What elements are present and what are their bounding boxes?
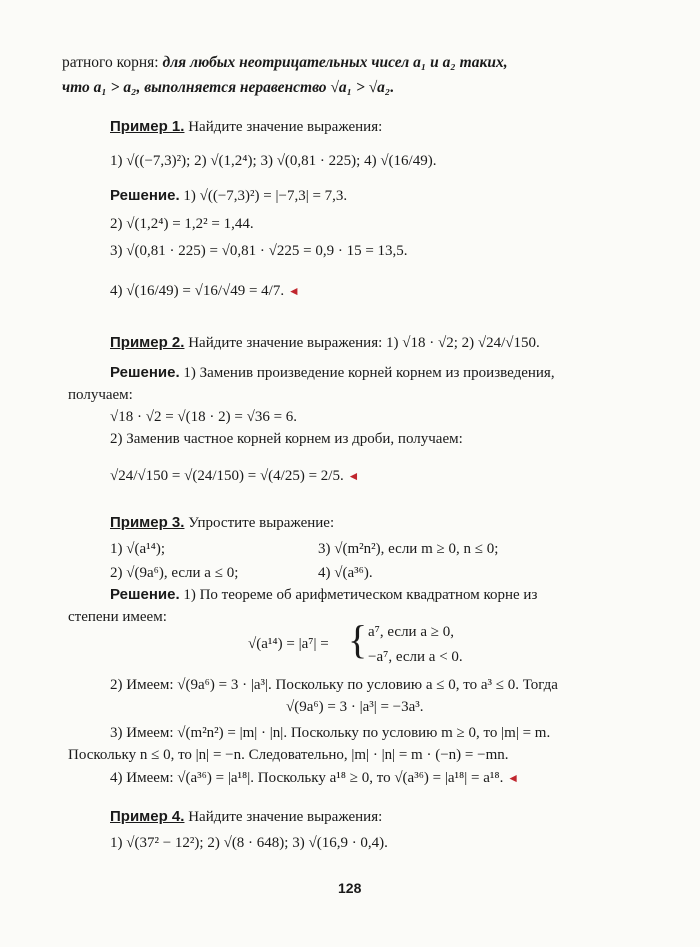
example4-items: 1) √(37² − 12²); 2) √(8 · 648); 3) √(16,9 · 0,4). <box>110 835 388 851</box>
end-marker-icon: ◄ <box>287 284 300 298</box>
example3-sol2b: √(9a⁶) = 3 · |a³| = −3a³. <box>286 699 424 715</box>
example1-sol1: 1) √((−7,3)²) = |−7,3| = 7,3. <box>183 188 348 204</box>
example2-sol1b: получаем: <box>68 387 133 403</box>
intro-line-1 <box>62 53 508 72</box>
example3-item1: 1) √(a¹⁴); <box>110 541 166 557</box>
end-marker-icon: ◄ <box>347 469 360 483</box>
example3-case1: a⁷, если a ≥ 0, <box>368 624 454 640</box>
example1-solution-1 <box>110 187 347 206</box>
example3-sol1b: степени имеем: <box>68 609 167 625</box>
left-brace-icon: { <box>348 617 368 662</box>
example3-item3: 3) √(m²n²), если m ≥ 0, n ≤ 0; <box>318 541 499 557</box>
example2-title <box>110 334 540 353</box>
example3-case2: −a⁷, если a < 0. <box>368 649 463 665</box>
example3-sol1c-left: √(a¹⁴) = |a⁷| = <box>248 636 329 652</box>
example1-sol4: 4) √(16/49) = √16/√49 = 4/7. <box>110 283 285 299</box>
example3-solution-heading: Решение. <box>110 586 180 603</box>
example1-heading: Пример 1. <box>110 118 185 135</box>
example2-solution-heading: Решение. <box>110 364 180 381</box>
example3-sol4: 4) Имеем: √(a³⁶) = |a¹⁸|. Поскольку a¹⁸ ≥ 0, то √(a³⁶) = |a¹⁸| = a¹⁸. <box>110 770 504 786</box>
example2-prompt: Найдите значение выражения: 1) √18 · √2; 2) √24/√150. <box>188 335 540 351</box>
example3-sol3b: Поскольку n ≤ 0, то |n| = −n. Следовательно, |m| · |n| = m · (−n) = −mn. <box>68 747 509 763</box>
intro-line-1-bold: для любых неотрицательных чисел a₁ и a₂ таких, <box>158 54 508 71</box>
example1-solution-heading: Решение. <box>110 187 180 204</box>
example3-sol4-line <box>110 769 519 788</box>
intro-line-1-plain: ратного корня: <box>62 54 159 71</box>
example3-item4: 4) √(a³⁶). <box>318 565 373 581</box>
example3-title <box>110 514 334 533</box>
example1-items: 1) √((−7,3)²); 2) √(1,2⁴); 3) √(0,81 · 225); 4) √(16/49). <box>110 153 437 169</box>
example3-sol2a: 2) Имеем: √(9a⁶) = 3 · |a³|. Поскольку по условию a ≤ 0, то a³ ≤ 0. Тогда <box>110 677 558 693</box>
example3-prompt: Упростите выражение: <box>188 515 335 531</box>
example2-sol2b-line <box>110 467 359 486</box>
example1-title <box>110 118 382 137</box>
example3-item2: 2) √(9a⁶), если a ≤ 0; <box>110 565 239 581</box>
example1-sol2: 2) √(1,2⁴) = 1,2² = 1,44. <box>110 216 254 232</box>
example3-sol1a: 1) По теореме об арифметическом квадратном корне из <box>183 587 538 603</box>
example3-heading: Пример 3. <box>110 514 185 531</box>
example3-solution-1a <box>110 586 537 605</box>
example3-sol3a: 3) Имеем: √(m²n²) = |m| · |n|. Поскольку по условию m ≥ 0, то |m| = m. <box>110 725 551 741</box>
page-number: 128 <box>338 880 362 896</box>
example4-heading: Пример 4. <box>110 808 185 825</box>
intro-line-2: что a₁ > a₂, выполняется неравенство √a₁ > √a₂. <box>62 79 395 96</box>
example4-title <box>110 808 382 827</box>
example2-sol1c: √18 · √2 = √(18 · 2) = √36 = 6. <box>110 409 298 425</box>
example1-prompt: Найдите значение выражения: <box>188 119 383 135</box>
example1-sol4-line <box>110 282 300 301</box>
example4-prompt: Найдите значение выражения: <box>188 809 383 825</box>
example2-sol1a: 1) Заменив произведение корней корнем из произведения, <box>183 365 555 381</box>
example2-heading: Пример 2. <box>110 334 185 351</box>
example1-sol3: 3) √(0,81 · 225) = √0,81 · √225 = 0,9 · 15 = 13,5. <box>110 243 408 259</box>
example2-sol2a: 2) Заменив частное корней корнем из дроби, получаем: <box>110 431 463 447</box>
end-marker-icon: ◄ <box>507 771 520 785</box>
example2-solution-1a <box>110 364 555 383</box>
example2-sol2b: √24/√150 = √(24/150) = √(4/25) = 2/5. <box>110 468 344 484</box>
